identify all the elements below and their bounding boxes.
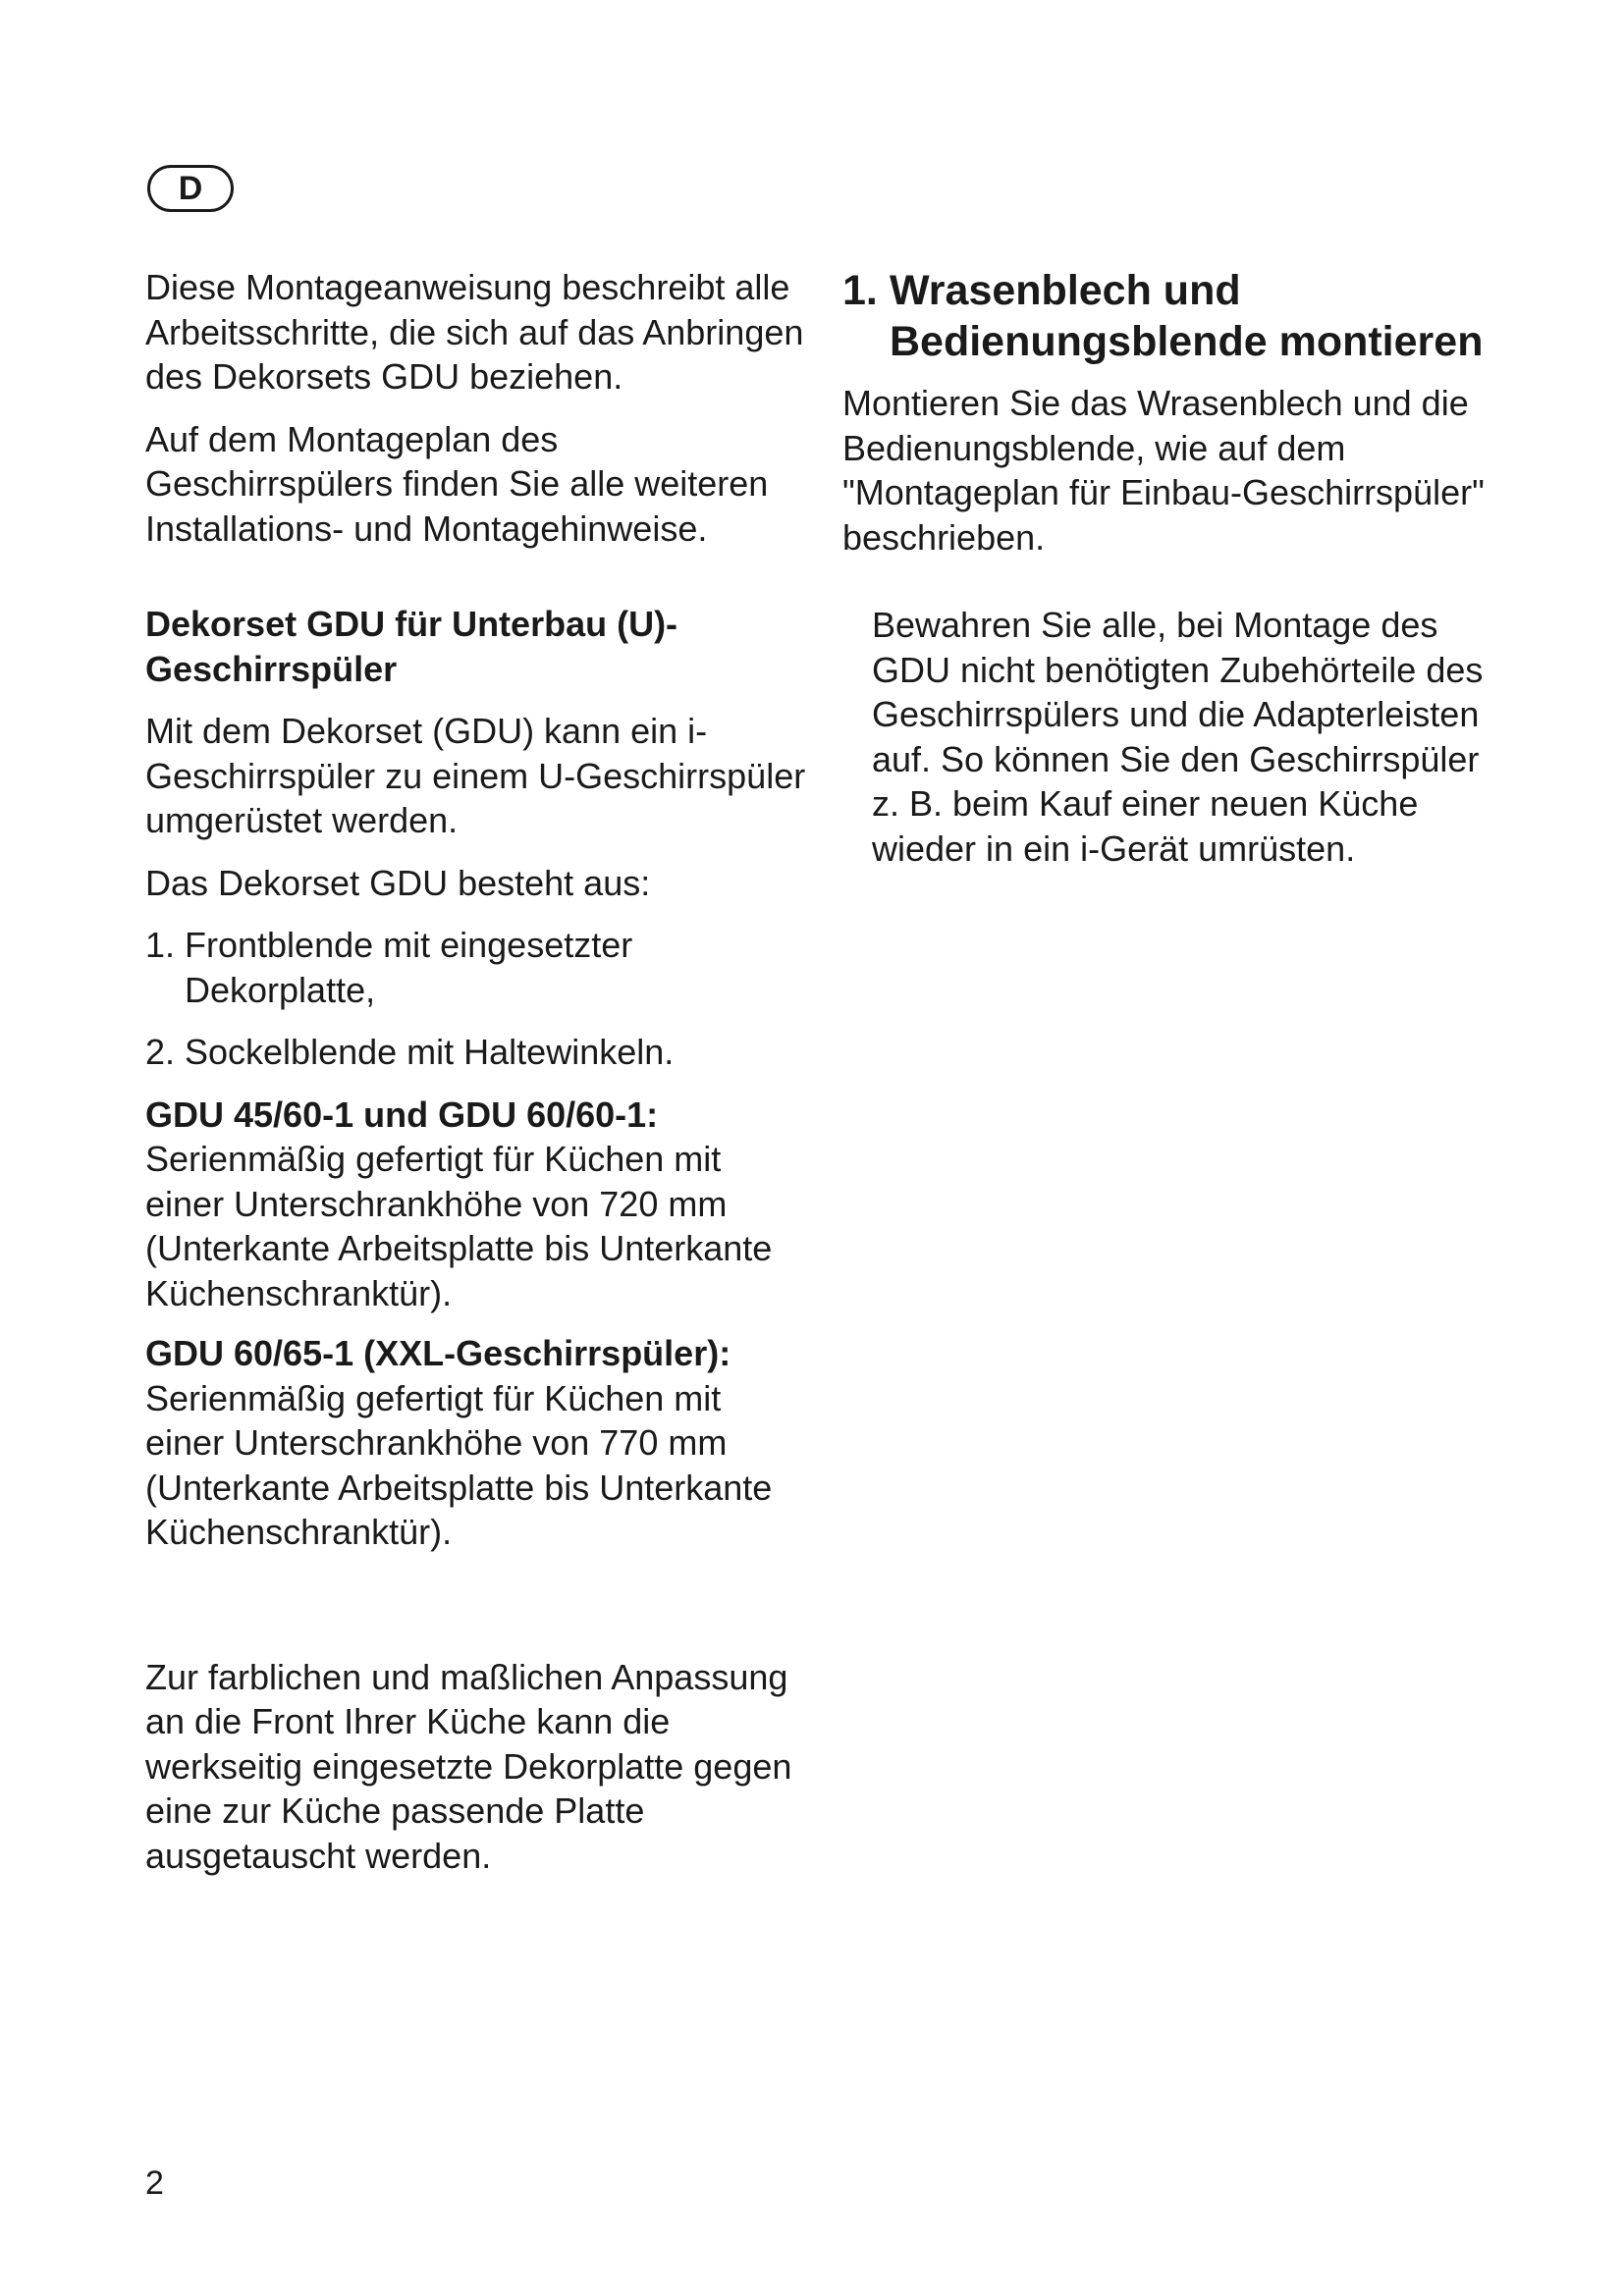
section-intro: Montieren Sie das Wrasenblech und die Bedienungsblende, wie auf dem "Montageplan für Einbau-Geschirrspüler" beschrieben. bbox=[842, 383, 1485, 558]
storage-note: Bewahren Sie alle, bei Montage des GDU nicht benötigten Zubehörteile des Geschirrspülers und die Adapterleisten auf. So können Sie den Geschirrspüler z. B. beim Kauf einer neuen Küche wieder in ein i-Gerät umrüsten. bbox=[872, 605, 1484, 869]
country-code-badge: D bbox=[147, 165, 234, 212]
section-heading bbox=[842, 265, 1510, 367]
intro-paragraph-2: Auf dem Montageplan des Geschirrspülers finden Sie alle weiteren Installations- und Montagehinweise. bbox=[145, 418, 769, 549]
list-item-number: 1. bbox=[145, 925, 176, 965]
list-item-text: Sockelblende mit Haltewinkeln. bbox=[185, 1032, 675, 1072]
list-item-text: Frontblende mit eingesetzter Dekorplatte, bbox=[185, 925, 633, 1010]
spec-gdu-60-65 bbox=[145, 1331, 809, 1555]
spec-gdu-45-60 bbox=[145, 1093, 809, 1316]
subheading-dekorset: Dekorset GDU für Unterbau (U)-Geschirrspüler bbox=[145, 604, 678, 689]
page-number: 2 bbox=[145, 2164, 164, 2202]
spec-heading: GDU 45/60-1 und GDU 60/60-1: bbox=[145, 1094, 659, 1135]
body-paragraph-1: Mit dem Dekorset (GDU) kann ein i-Geschirrspüler zu einem U-Geschirrspüler umgerüstet werden. bbox=[145, 711, 806, 840]
spec-text: Serienmäßig gefertigt für Küchen mit einer Unterschrankhöhe von 770 mm (Unterkante Arbeitsplatte bis Unterkante Küchenschranktür). bbox=[145, 1377, 773, 1552]
intro-paragraph-1: Diese Montageanweisung beschreibt alle Arbeitsschritte, die sich auf das Anbringen des Dekorsets GDU beziehen. bbox=[145, 267, 804, 397]
adaptation-note: Zur farblichen und maßlichen Anpassung an die Front Ihrer Küche kann die werkseitig eingesetzte Dekorplatte gegen eine zur Küche passende Platte ausgetauscht werden. bbox=[145, 1656, 792, 1876]
list-item bbox=[145, 923, 809, 1012]
spec-heading: GDU 60/65-1 (XXL-Geschirrspüler): bbox=[145, 1333, 731, 1373]
spec-text: Serienmäßig gefertigt für Küchen mit einer Unterschrankhöhe von 720 mm (Unterkante Arbeitsplatte bis Unterkante Küchenschranktür). bbox=[145, 1139, 773, 1313]
list-item bbox=[145, 1030, 809, 1075]
right-column bbox=[842, 265, 1510, 871]
left-column bbox=[145, 265, 809, 1878]
section-title: Wrasenblech und Bedienungsblende montieren bbox=[890, 267, 1484, 365]
component-list bbox=[145, 923, 809, 1075]
section-number: 1. bbox=[842, 267, 878, 314]
list-item-number: 2. bbox=[145, 1032, 176, 1072]
body-paragraph-2: Das Dekorset GDU besteht aus: bbox=[145, 862, 651, 903]
